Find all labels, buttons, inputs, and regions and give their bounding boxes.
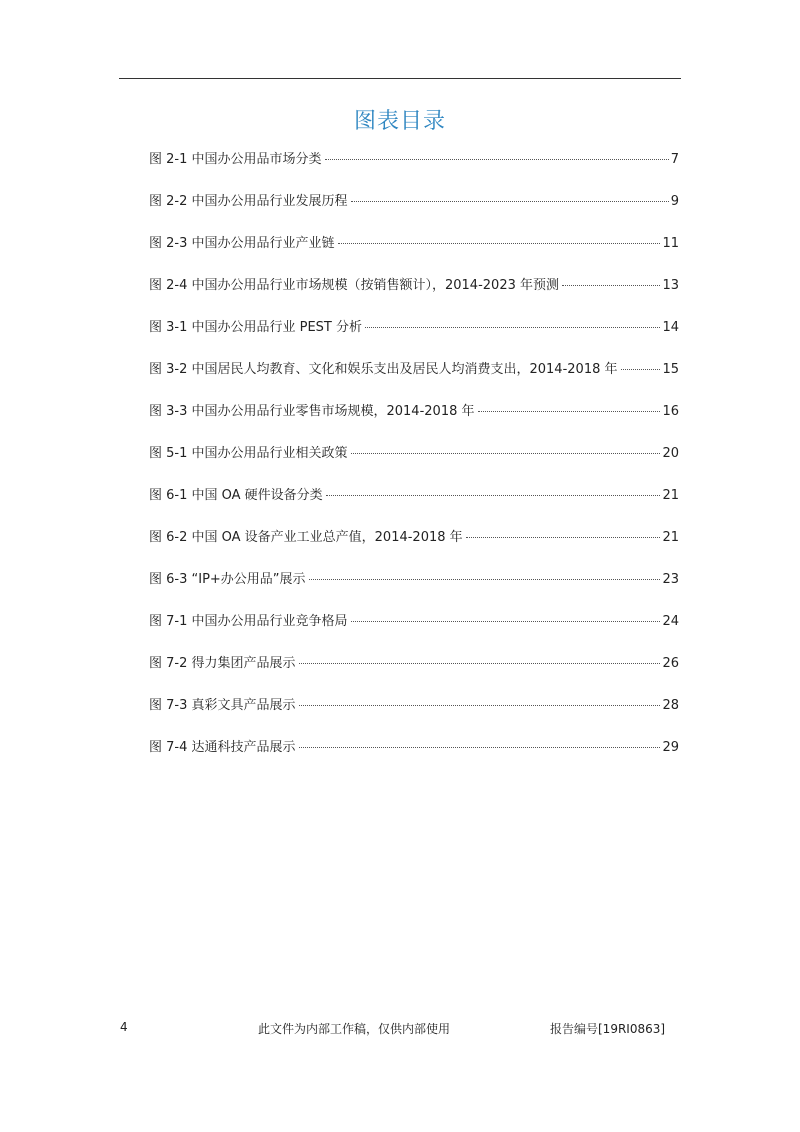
dot-leader xyxy=(351,621,661,622)
dot-leader xyxy=(309,579,661,580)
toc-entry[interactable] xyxy=(149,316,679,358)
toc-entry-label: 图 2-3 中国办公用品行业产业链 xyxy=(149,236,335,251)
toc-entry-label: 图 7-3 真彩文具产品展示 xyxy=(149,698,296,713)
toc-entry[interactable] xyxy=(149,694,679,736)
toc-entry-page: 23 xyxy=(662,572,679,587)
toc-entry-page: 29 xyxy=(662,740,679,755)
dot-leader xyxy=(466,537,661,538)
toc-entry-page: 28 xyxy=(662,698,679,713)
toc-entry[interactable] xyxy=(149,232,679,274)
toc-entry[interactable] xyxy=(149,358,679,400)
toc-entry[interactable] xyxy=(149,526,679,568)
toc-entry[interactable] xyxy=(149,736,679,778)
toc-entry-page: 7 xyxy=(670,152,679,167)
toc-entry[interactable] xyxy=(149,610,679,652)
dot-leader xyxy=(478,411,661,412)
toc-entry-page: 24 xyxy=(662,614,679,629)
header-rule xyxy=(119,78,681,79)
toc-entry-page: 9 xyxy=(670,194,679,209)
footer-confidential-note: 此文件为内部工作稿，仅供内部使用 xyxy=(258,1022,451,1036)
toc-entry[interactable] xyxy=(149,274,679,316)
toc-entry-label: 图 7-4 达通科技产品展示 xyxy=(149,740,296,755)
dot-leader xyxy=(351,201,669,202)
toc-entry-page: 26 xyxy=(662,656,679,671)
toc-entry-label: 图 6-1 中国 OA 硬件设备分类 xyxy=(149,488,323,503)
toc-entry[interactable] xyxy=(149,652,679,694)
dot-leader xyxy=(299,705,661,706)
dot-leader xyxy=(299,663,661,664)
toc-entry-label: 图 6-2 中国 OA 设备产业工业总产值，2014-2018 年 xyxy=(149,530,463,545)
toc-entry-page: 13 xyxy=(662,278,679,293)
toc-entry-page: 16 xyxy=(662,404,679,419)
toc-entry-page: 21 xyxy=(662,488,679,503)
toc-entry-label: 图 2-4 中国办公用品行业市场规模（按销售额计），2014-2023 年预测 xyxy=(149,278,559,293)
toc-entry-page: 14 xyxy=(662,320,679,335)
toc-entry-page: 21 xyxy=(662,530,679,545)
toc-entry-label: 图 7-2 得力集团产品展示 xyxy=(149,656,296,671)
dot-leader xyxy=(621,369,661,370)
figure-list xyxy=(149,148,679,778)
dot-leader xyxy=(325,159,669,160)
toc-entry-label: 图 3-1 中国办公用品行业 PEST 分析 xyxy=(149,320,363,335)
toc-entry[interactable] xyxy=(149,484,679,526)
toc-entry-label: 图 3-2 中国居民人均教育、文化和娱乐支出及居民人均消费支出，2014-2018 年 xyxy=(149,362,618,377)
toc-entry-label: 图 6-3 “IP+办公用品”展示 xyxy=(149,572,306,587)
toc-entry-label: 图 7-1 中国办公用品行业竞争格局 xyxy=(149,614,348,629)
toc-entry-label: 图 2-1 中国办公用品市场分类 xyxy=(149,152,322,167)
toc-entry[interactable] xyxy=(149,400,679,442)
toc-entry-label: 图 2-2 中国办公用品行业发展历程 xyxy=(149,194,348,209)
toc-entry[interactable] xyxy=(149,190,679,232)
toc-entry[interactable] xyxy=(149,568,679,610)
dot-leader xyxy=(562,285,660,286)
toc-entry-page: 15 xyxy=(662,362,679,377)
dot-leader xyxy=(326,495,661,496)
dot-leader xyxy=(351,453,661,454)
toc-entry-page: 11 xyxy=(662,236,679,251)
footer-page-number: 4 xyxy=(120,1020,128,1034)
dot-leader xyxy=(338,243,661,244)
footer-report-id: 报告编号[19RI0863] xyxy=(550,1022,666,1036)
toc-entry-label: 图 5-1 中国办公用品行业相关政策 xyxy=(149,446,348,461)
page-title: 图表目录 xyxy=(353,109,446,134)
toc-entry[interactable] xyxy=(149,442,679,484)
toc-entry-page: 20 xyxy=(662,446,679,461)
dot-leader xyxy=(299,747,661,748)
toc-entry-label: 图 3-3 中国办公用品行业零售市场规模，2014-2018 年 xyxy=(149,404,475,419)
toc-entry[interactable] xyxy=(149,148,679,190)
dot-leader xyxy=(365,327,660,328)
